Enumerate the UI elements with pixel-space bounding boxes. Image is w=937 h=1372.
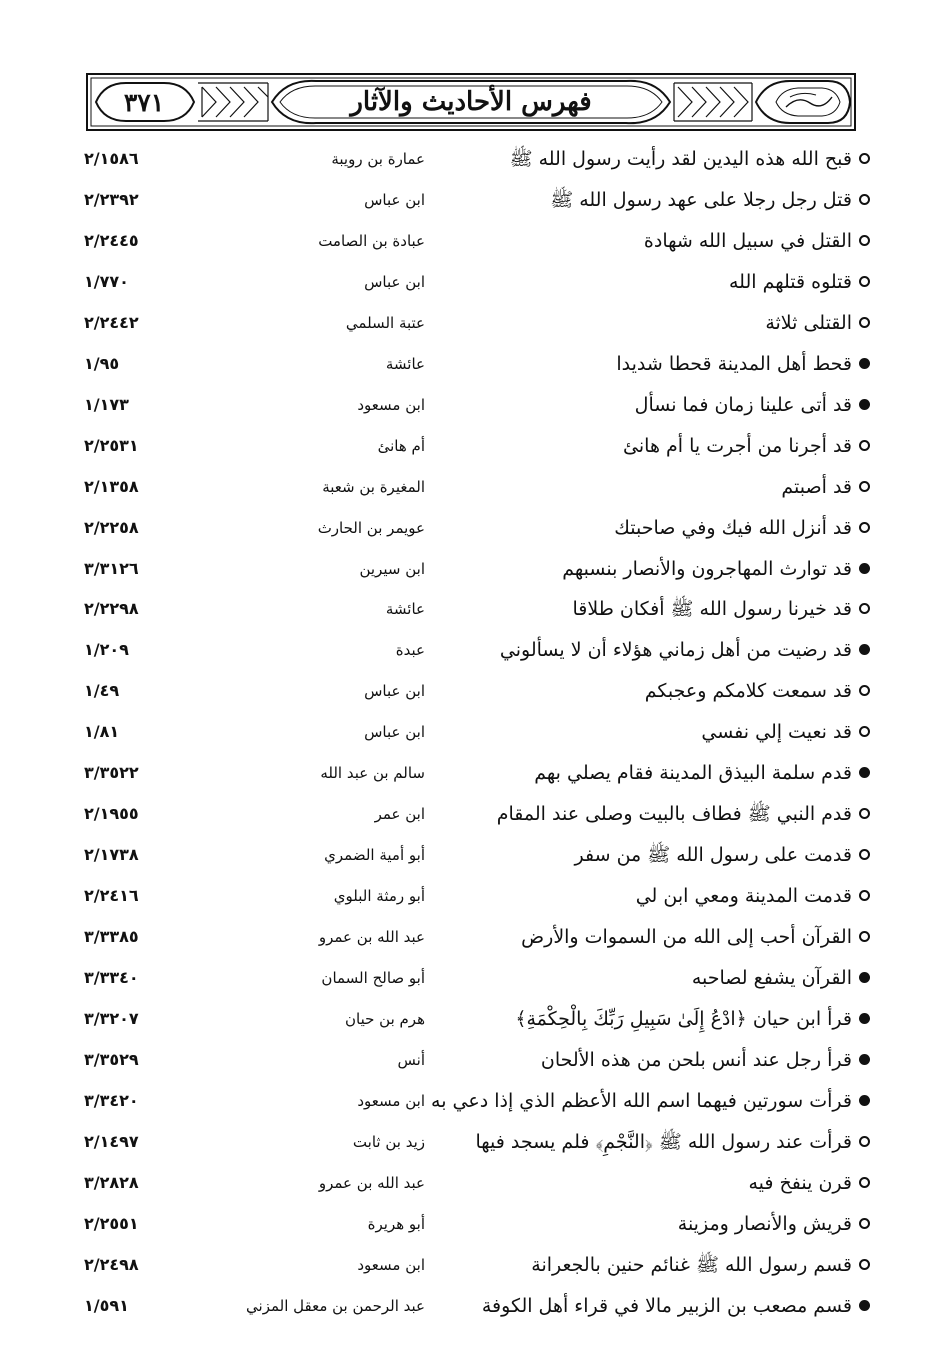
narrator-name: عبدة xyxy=(395,641,425,660)
volume-page-ref: ٢/٢٤٤٢ xyxy=(84,312,139,332)
hollow-circle-icon xyxy=(859,317,870,328)
narrator-name: ابن مسعود xyxy=(357,395,425,414)
volume-page-ref: ٢/٢٢٥٨ xyxy=(84,517,139,537)
volume-page-ref: ٣/٣٥٢٢ xyxy=(84,763,139,783)
hollow-circle-icon xyxy=(859,1259,870,1270)
hadith-text-content: قريش والأنصار ومزينة xyxy=(677,1212,852,1235)
narrator-name: عائشة xyxy=(385,600,425,619)
hadith-text xyxy=(450,508,870,548)
hollow-circle-icon xyxy=(859,1136,870,1147)
hadith-text-content: قسم مصعب بن الزبير مالا في قراء أهل الكوفة xyxy=(481,1294,852,1317)
narrator-name: أبو صالح السمان xyxy=(321,969,425,987)
narrator-name: ابن عباس xyxy=(364,190,425,209)
index-entry xyxy=(0,344,937,384)
hollow-circle-icon xyxy=(859,808,870,819)
volume-page-ref: ٣/٣٣٤٠ xyxy=(84,968,139,987)
index-entry xyxy=(0,385,937,425)
hollow-circle-icon xyxy=(859,481,870,492)
hadith-text-content: قتلوه قتلهم الله xyxy=(728,270,852,293)
index-entry xyxy=(0,712,937,752)
hollow-circle-icon xyxy=(859,1177,870,1188)
hollow-circle-icon xyxy=(859,194,870,205)
narrator-name: أم هانئ xyxy=(377,436,425,455)
volume-page-ref: ٢/١٥٨٦ xyxy=(84,149,139,168)
volume-page-ref: ١/٧٧٠ xyxy=(84,271,129,291)
volume-page-ref: ٢/٢٣٩٢ xyxy=(84,189,139,209)
narrator-name: أبو رمثة البلوي xyxy=(333,887,425,906)
index-entry xyxy=(0,262,937,302)
volume-page-ref: ٣/٢٨٢٨ xyxy=(84,1172,139,1192)
filled-circle-icon xyxy=(859,1300,870,1311)
hollow-circle-icon xyxy=(859,726,870,737)
index-entry xyxy=(0,671,937,711)
index-entry xyxy=(0,139,937,179)
hadith-text-content: قد أصبتم xyxy=(781,475,852,498)
volume-page-ref: ٢/٢٤١٦ xyxy=(84,886,139,906)
volume-page-ref: ٣/٣١٢٦ xyxy=(84,558,139,578)
hadith-text xyxy=(450,1122,870,1162)
filled-circle-icon xyxy=(859,972,870,983)
hadith-text xyxy=(450,221,870,261)
volume-page-ref: ٢/٢٤٩٨ xyxy=(84,1254,139,1274)
narrator-name: أبو هريرة xyxy=(367,1214,425,1233)
narrator-name: عمارة بن رويبة xyxy=(331,150,425,168)
hadith-text-content: قرن ينفخ فيه xyxy=(748,1171,852,1194)
page-header xyxy=(86,73,856,131)
narrator-name: ابن سيرين xyxy=(359,559,425,578)
hadith-text-content: قسم رسول الله ﷺ غنائم حنين بالجعرانة xyxy=(531,1253,852,1276)
hadith-text xyxy=(450,1286,870,1326)
hadith-text xyxy=(450,589,870,629)
hadith-text xyxy=(450,876,870,916)
hollow-circle-icon xyxy=(859,522,870,533)
hadith-text-content: القرآن أحب إلى الله من السموات والأرض xyxy=(521,926,852,949)
page-number: ٣٧١ xyxy=(123,87,165,117)
filled-circle-icon xyxy=(859,767,870,778)
hadith-text-content: قرأ ابن حيان ﴿ادْعُ إِلَىٰ سَبِيلِ رَبِّكَ بِالْحِكْمَةِ﴾ xyxy=(515,1007,852,1030)
hadith-text-content: قد توارث المهاجرون والأنصار بنسبهم xyxy=(562,557,852,580)
hadith-text xyxy=(450,712,870,752)
hollow-circle-icon xyxy=(859,685,870,696)
hadith-text-content: قدم سلمة البيذق المدينة فقام يصلي بهم xyxy=(534,762,852,785)
index-entry xyxy=(0,1122,937,1162)
narrator-name: ابن عباس xyxy=(364,723,425,742)
volume-page-ref: ٣/٣٤٢٠ xyxy=(84,1090,139,1110)
index-entry xyxy=(0,180,937,220)
hollow-circle-icon xyxy=(859,603,870,614)
volume-page-ref: ٢/١٣٥٨ xyxy=(84,476,139,496)
narrator-name: أنس xyxy=(397,1050,425,1069)
narrator-name: عويمر بن الحارث xyxy=(317,518,425,537)
index-entry xyxy=(0,835,937,875)
narrator-name: ابن عمر xyxy=(374,805,425,824)
hadith-text xyxy=(450,1163,870,1203)
index-entry xyxy=(0,303,937,343)
hollow-circle-icon xyxy=(859,153,870,164)
hadith-text-content: قحط أهل المدينة قحطا شديدا xyxy=(616,352,852,375)
hadith-text xyxy=(450,1245,870,1285)
filled-circle-icon xyxy=(859,1095,870,1106)
hollow-circle-icon xyxy=(859,890,870,901)
hadith-text xyxy=(450,344,870,384)
index-entry xyxy=(0,1163,937,1203)
hadith-text-content: قد خيرنا رسول الله ﷺ أفكان طلاقا xyxy=(572,598,852,621)
hadith-text xyxy=(450,958,870,998)
narrator-name: ابن مسعود xyxy=(357,1255,425,1274)
volume-page-ref: ٣/٣٣٨٥ xyxy=(84,927,139,947)
index-entry xyxy=(0,630,937,670)
index-entry xyxy=(0,1245,937,1285)
volume-page-ref: ٣/٣٢٠٧ xyxy=(84,1008,139,1028)
hadith-text xyxy=(450,303,870,343)
hadith-text xyxy=(450,630,870,670)
volume-page-ref: ١/٤٩ xyxy=(84,681,120,701)
index-entry xyxy=(0,1040,937,1080)
hadith-text xyxy=(450,753,870,793)
hadith-text-content: قدمت على رسول الله ﷺ من سفر xyxy=(574,844,852,867)
volume-page-ref: ١/٩٥ xyxy=(84,353,120,373)
index-entry xyxy=(0,1204,937,1244)
filled-circle-icon xyxy=(859,644,870,655)
hadith-text xyxy=(450,999,870,1039)
hadith-text-content: قد أتى علينا زمان فما نسأل xyxy=(634,393,852,416)
narrator-name: سالم بن عبد الله xyxy=(320,764,425,783)
hadith-text xyxy=(450,671,870,711)
index-entry xyxy=(0,549,937,589)
hollow-circle-icon xyxy=(859,849,870,860)
hadith-text xyxy=(450,835,870,875)
narrator-name: ابن مسعود xyxy=(357,1091,425,1110)
filled-circle-icon xyxy=(859,1013,870,1024)
hadith-text-content: قد نعيت إلي نفسي xyxy=(701,721,852,744)
hadith-text-content: قدم النبي ﷺ فطاف بالبيت وصلى عند المقام xyxy=(496,803,852,826)
hadith-text xyxy=(450,262,870,302)
index-entry xyxy=(0,221,937,261)
volume-page-ref: ٢/٢٢٩٨ xyxy=(84,599,139,619)
volume-page-ref: ٣/٣٥٢٩ xyxy=(84,1049,139,1069)
hadith-text xyxy=(450,1040,870,1080)
hollow-circle-icon xyxy=(859,1218,870,1229)
narrator-name: المغيرة بن شعبة xyxy=(322,477,425,496)
hadith-text xyxy=(450,794,870,834)
index-entry xyxy=(0,794,937,834)
volume-page-ref: ٢/٢٤٤٥ xyxy=(84,230,139,250)
hadith-text-content: قد أجرنا من أجرت يا أم هانئ xyxy=(623,434,852,457)
hollow-circle-icon xyxy=(859,276,870,287)
hadith-text-content: قدمت المدينة ومعي ابن لي xyxy=(635,885,852,908)
filled-circle-icon xyxy=(859,563,870,574)
hadith-text-content: قبح الله هذه اليدين لقد رأيت رسول الله ﷺ xyxy=(509,148,852,170)
narrator-name: زيد بن ثابت xyxy=(352,1132,425,1151)
volume-page-ref: ٢/٢٥٣١ xyxy=(84,435,139,455)
hadith-text-content: قرأت سورتين فيهما اسم الله الأعظم الذي إذا دعي به xyxy=(431,1089,852,1112)
hadith-text xyxy=(431,1081,870,1121)
hollow-circle-icon xyxy=(859,931,870,942)
hadith-text-content: قد سمعت كلامكم وعجبكم xyxy=(644,680,852,703)
narrator-name: عبد الرحمن بن معقل المزني xyxy=(246,1296,425,1315)
narrator-name: ابن عباس xyxy=(364,272,425,291)
narrator-name: عبد الله بن عمرو xyxy=(318,1173,425,1192)
index-entry xyxy=(0,467,937,507)
hadith-text xyxy=(450,385,870,425)
index-entry xyxy=(0,917,937,957)
narrator-name: عائشة xyxy=(385,354,425,373)
hollow-circle-icon xyxy=(859,440,870,451)
narrator-name: أبو أمية الضمري xyxy=(324,846,425,865)
page-title: فهرس الأحاديث والآثار xyxy=(350,87,592,117)
hadith-text xyxy=(450,180,870,220)
hadith-text xyxy=(450,139,870,179)
index-entry xyxy=(0,876,937,916)
hadith-text-content: قتل رجل رجلا على عهد رسول الله ﷺ xyxy=(550,188,852,211)
volume-page-ref: ٢/١٧٣٨ xyxy=(84,845,139,865)
hadith-text-content: قد أنزل الله فيك وفي صاحبتك xyxy=(614,516,852,539)
hadith-text-content: قرأت عند رسول الله ﷺ ﴿النَّجْمِ﴾ فلم يسجد فيها xyxy=(475,1130,852,1153)
hadith-text xyxy=(450,917,870,957)
hollow-circle-icon xyxy=(859,235,870,246)
filled-circle-icon xyxy=(859,399,870,410)
hadith-text xyxy=(450,467,870,507)
volume-page-ref: ٢/١٩٥٥ xyxy=(84,804,139,824)
hadith-text xyxy=(450,549,870,589)
volume-page-ref: ٢/٢٥٥١ xyxy=(84,1213,139,1233)
filled-circle-icon xyxy=(859,358,870,369)
narrator-name: هرم بن حيان xyxy=(345,1009,425,1028)
hadith-text-content: القتل في سبيل الله شهادة xyxy=(643,229,852,252)
volume-page-ref: ١/٥٩١ xyxy=(84,1295,129,1315)
narrator-name: عبادة بن الصامت xyxy=(318,231,425,250)
narrator-name: عبد الله بن عمرو xyxy=(318,928,425,947)
index-entry xyxy=(0,958,937,998)
hadith-text-content: قد رضيت من أهل زماني هؤلاء أن لا يسألوني xyxy=(499,639,852,662)
narrator-name: ابن عباس xyxy=(364,682,425,701)
hadith-text-content: القرآن يشفع لصاحبه xyxy=(691,967,852,989)
narrator-name: عتبة السلمي xyxy=(345,313,425,332)
volume-page-ref: ٢/١٤٩٧ xyxy=(84,1131,139,1151)
index-entry xyxy=(0,1286,937,1326)
index-entry xyxy=(0,999,937,1039)
index-entry xyxy=(0,589,937,629)
filled-circle-icon xyxy=(859,1054,870,1065)
hadith-text xyxy=(450,1204,870,1244)
index-entry xyxy=(0,426,937,466)
index-entry xyxy=(0,1081,937,1121)
volume-page-ref: ١/٢٠٩ xyxy=(84,640,129,660)
volume-page-ref: ١/١٧٣ xyxy=(84,394,129,414)
index-entry xyxy=(0,508,937,548)
hadith-text-content: القتلى ثلاثة xyxy=(765,311,852,334)
hadith-text-content: قرأ رجل عند أنس بلحن من هذه الألحان xyxy=(540,1048,852,1071)
volume-page-ref: ١/٨١ xyxy=(84,722,120,742)
index-entry xyxy=(0,753,937,793)
hadith-text xyxy=(450,426,870,466)
